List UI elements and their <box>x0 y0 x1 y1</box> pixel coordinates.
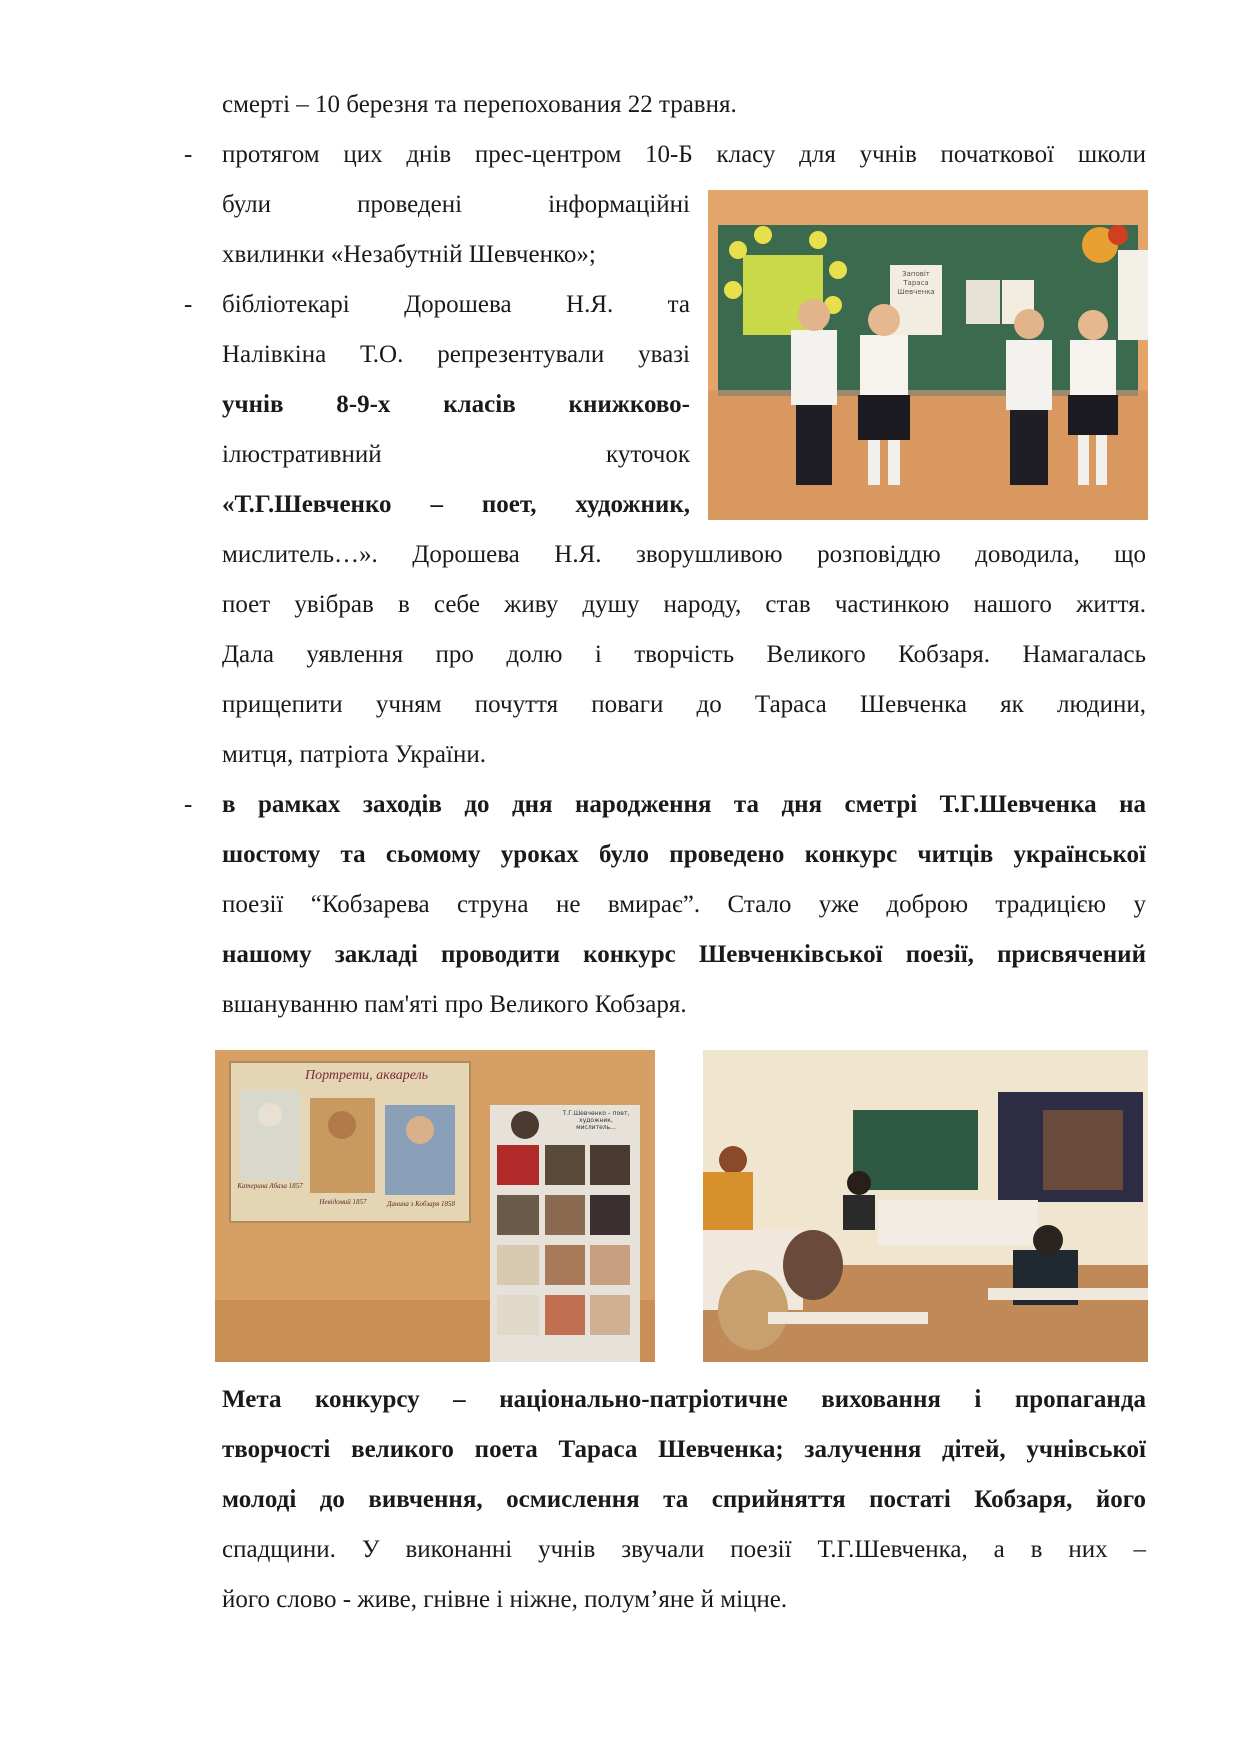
text-line: молоді до вивчення, осмислення та сприйняття постаті Кобзаря, його <box>222 1486 1146 1513</box>
text-line: поезії “Кобзарева струна не вмирає”. Стало уже доброю традицією у <box>222 891 1146 918</box>
photo-children-classroom <box>708 190 1148 520</box>
text-line: Мета конкурсу – національно-патріотичне виховання і пропаганда <box>222 1386 1146 1413</box>
text-line: бібліотекарі Дорошева Н.Я. та <box>222 291 690 318</box>
photo-reading-contest <box>703 1050 1148 1362</box>
text-line: Налівкіна Т.О. репрезентували увазі <box>222 341 690 368</box>
text-line: хвилинки «Незабутній Шевченко»; <box>222 241 596 268</box>
text-line: протягом цих днів прес-центром 10-Б класу для учнів початкової школи <box>222 141 1146 168</box>
slide-title: Портрети, акварель <box>305 1068 429 1083</box>
text-line: Дала уявлення про долю і творчість Великого Кобзаря. Намагалась <box>222 641 1146 668</box>
text-line: прищепити учням почуття поваги до Тараса Шевченка як людини, <box>222 691 1146 718</box>
portrait-caption: Невідомий 1857 <box>319 1198 367 1206</box>
text-line: учнів 8-9-х класів книжково- <box>222 391 690 418</box>
text-line: ілюстративний куточок <box>222 441 690 468</box>
portrait-caption: Катерина Абаза 1857 <box>237 1182 303 1190</box>
bullet-dash: - <box>184 291 193 318</box>
text-line: митця, патріота України. <box>222 741 486 768</box>
bullet-dash: - <box>184 141 193 168</box>
text-line: творчості великого поета Тараса Шевченка; залучення дітей, учнівської <box>222 1436 1146 1463</box>
text-line: вшануванню пам'яті про Великого Кобзаря. <box>222 991 687 1018</box>
stand-label: Т.Г.Шевченко – поет, художник, мислитель... <box>562 1110 630 1131</box>
text-line: його слово - живе, гнівне і ніжне, полум’яне й міцне. <box>222 1586 788 1613</box>
bullet-dash: - <box>184 791 193 818</box>
photo-portraits-exhibit <box>215 1050 655 1362</box>
portrait-caption: Данина з Кобзаря 1858 <box>387 1200 455 1208</box>
text-line: смерті – 10 березня та перепохования 22 травня. <box>222 91 737 118</box>
text-line: «Т.Г.Шевченко – поет, художник, <box>222 491 690 518</box>
text-line: мислитель…». Дорошева Н.Я. зворушливою розповіддю доводила, що <box>222 541 1146 568</box>
text-line: в рамках заходів до дня народження та дня сметрі Т.Г.Шевченка на <box>222 791 1146 818</box>
text-line: були проведені інформаційні <box>222 191 690 218</box>
text-line: спадщини. У виконанні учнів звучали поезії Т.Г.Шевченка, а в них – <box>222 1536 1146 1563</box>
text-line: поет увібрав в себе живу душу народу, став частинкою нашого життя. <box>222 591 1146 618</box>
text-line: шостому та сьомому уроках було проведено конкурс читців української <box>222 841 1146 868</box>
poster-text: Заповіт Тараса Шевченка <box>897 270 935 296</box>
text-line: нашому закладі проводити конкурс Шевченківської поезії, присвячений <box>222 941 1146 968</box>
